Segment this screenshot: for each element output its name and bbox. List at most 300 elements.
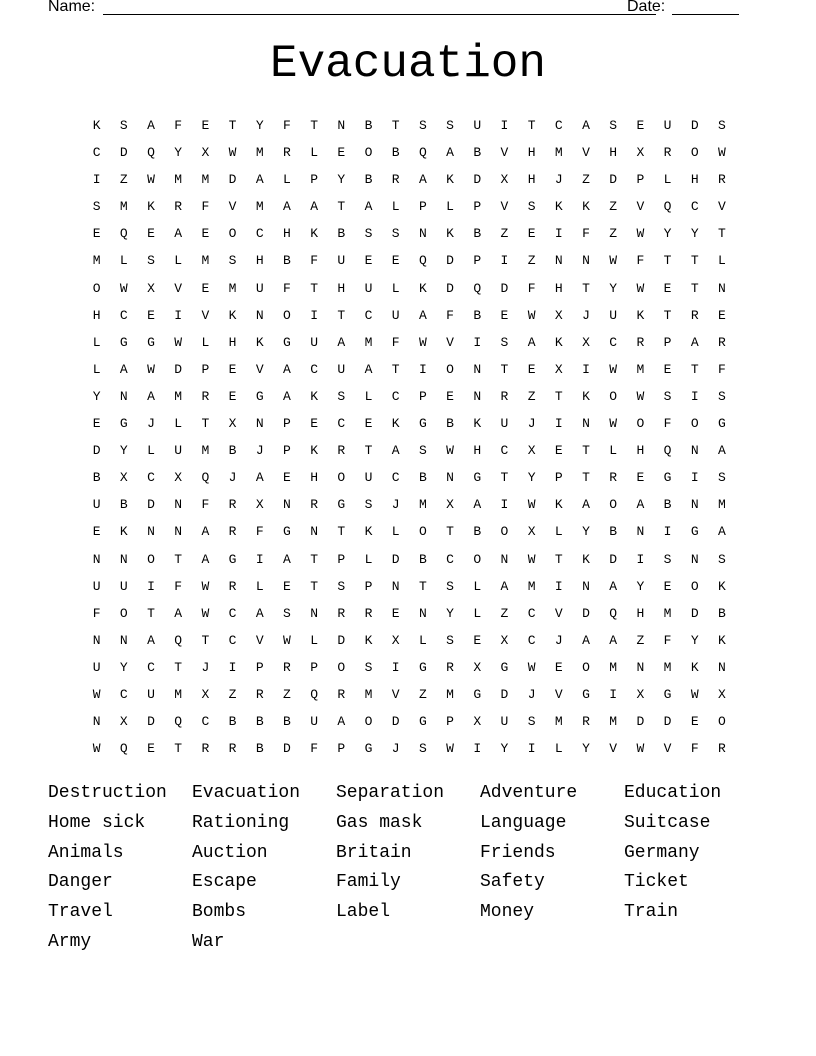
grid-letter[interactable]: O bbox=[609, 388, 618, 404]
grid-letter[interactable]: I bbox=[174, 307, 183, 323]
grid-letter[interactable]: W bbox=[174, 334, 183, 350]
grid-letter[interactable]: H bbox=[636, 443, 645, 459]
grid-letter[interactable]: U bbox=[337, 253, 346, 269]
grid-letter[interactable]: B bbox=[418, 470, 427, 486]
grid-letter[interactable]: K bbox=[554, 334, 563, 350]
grid-letter[interactable]: I bbox=[473, 741, 482, 757]
grid-letter[interactable]: T bbox=[500, 361, 509, 377]
grid-letter[interactable]: I bbox=[554, 578, 563, 594]
grid-letter[interactable]: A bbox=[418, 172, 427, 188]
grid-letter[interactable]: T bbox=[690, 361, 699, 377]
grid-letter[interactable]: V bbox=[174, 280, 183, 296]
grid-letter[interactable]: R bbox=[228, 578, 237, 594]
grid-letter[interactable]: T bbox=[663, 307, 672, 323]
grid-letter[interactable]: B bbox=[609, 524, 618, 540]
grid-letter[interactable]: K bbox=[418, 280, 427, 296]
grid-letter[interactable]: O bbox=[337, 470, 346, 486]
grid-letter[interactable]: W bbox=[147, 361, 155, 377]
grid-letter[interactable]: I bbox=[554, 416, 563, 432]
grid-letter[interactable]: I bbox=[310, 307, 318, 323]
grid-letter[interactable]: T bbox=[554, 388, 563, 404]
grid-letter[interactable]: P bbox=[337, 741, 346, 757]
grid-letter[interactable]: A bbox=[337, 714, 346, 730]
grid-letter[interactable]: T bbox=[310, 118, 318, 133]
grid-letter[interactable]: K bbox=[718, 578, 726, 594]
grid-letter[interactable]: Q bbox=[147, 145, 155, 161]
grid-letter[interactable]: O bbox=[418, 524, 427, 540]
grid-letter[interactable]: S bbox=[446, 118, 454, 133]
grid-letter[interactable]: L bbox=[283, 172, 291, 188]
grid-letter[interactable]: D bbox=[609, 172, 618, 188]
grid-letter[interactable]: L bbox=[418, 632, 427, 648]
grid-letter[interactable]: S bbox=[663, 388, 672, 404]
grid-letter[interactable]: I bbox=[500, 253, 509, 269]
grid-letter[interactable]: P bbox=[418, 199, 427, 215]
grid-letter[interactable]: T bbox=[310, 578, 318, 594]
grid-letter[interactable]: L bbox=[201, 334, 210, 350]
grid-letter[interactable]: I bbox=[147, 578, 155, 594]
grid-letter[interactable]: K bbox=[446, 226, 454, 242]
grid-letter[interactable]: U bbox=[255, 280, 264, 296]
grid-letter[interactable]: X bbox=[255, 497, 264, 513]
grid-letter[interactable]: A bbox=[201, 524, 210, 540]
grid-letter[interactable]: H bbox=[636, 605, 645, 621]
grid-letter[interactable]: R bbox=[663, 145, 672, 161]
grid-letter[interactable]: Q bbox=[418, 253, 427, 269]
grid-letter[interactable]: N bbox=[582, 416, 590, 432]
grid-letter[interactable]: O bbox=[690, 145, 699, 161]
grid-letter[interactable]: W bbox=[527, 307, 536, 323]
grid-letter[interactable]: U bbox=[500, 416, 509, 432]
grid-letter[interactable]: P bbox=[554, 470, 563, 486]
grid-letter[interactable]: F bbox=[201, 199, 210, 215]
grid-letter[interactable]: N bbox=[119, 388, 128, 404]
grid-letter[interactable]: G bbox=[119, 416, 128, 432]
grid-letter[interactable]: O bbox=[228, 226, 237, 242]
grid-letter[interactable]: V bbox=[228, 199, 237, 215]
grid-letter[interactable]: N bbox=[119, 551, 128, 567]
grid-letter[interactable]: N bbox=[92, 714, 101, 730]
grid-letter[interactable]: Q bbox=[201, 470, 210, 486]
grid-letter[interactable]: Z bbox=[527, 253, 536, 269]
grid-letter[interactable]: A bbox=[418, 307, 427, 323]
grid-letter[interactable]: E bbox=[527, 226, 536, 242]
grid-letter[interactable]: Z bbox=[609, 199, 618, 215]
grid-letter[interactable]: Q bbox=[119, 226, 128, 242]
grid-letter[interactable]: J bbox=[255, 443, 264, 459]
grid-letter[interactable]: C bbox=[554, 118, 563, 133]
grid-letter[interactable]: D bbox=[609, 551, 618, 567]
grid-letter[interactable]: T bbox=[690, 280, 699, 296]
grid-letter[interactable]: X bbox=[636, 686, 645, 702]
grid-letter[interactable]: E bbox=[718, 307, 726, 323]
grid-letter[interactable]: S bbox=[446, 578, 454, 594]
grid-letter[interactable]: N bbox=[92, 632, 101, 648]
grid-letter[interactable]: C bbox=[147, 659, 155, 675]
grid-letter[interactable]: I bbox=[473, 334, 482, 350]
grid-letter[interactable]: D bbox=[446, 253, 454, 269]
grid-letter[interactable]: W bbox=[636, 741, 645, 757]
grid-letter[interactable]: E bbox=[391, 253, 400, 269]
grid-letter[interactable]: D bbox=[92, 443, 101, 459]
grid-letter[interactable]: X bbox=[174, 470, 183, 486]
grid-letter[interactable]: O bbox=[609, 497, 618, 513]
grid-letter[interactable]: C bbox=[337, 416, 346, 432]
grid-letter[interactable]: D bbox=[446, 280, 454, 296]
grid-letter[interactable]: F bbox=[92, 605, 101, 621]
grid-letter[interactable]: T bbox=[337, 524, 346, 540]
grid-letter[interactable]: Z bbox=[527, 388, 536, 404]
grid-letter[interactable]: I bbox=[554, 226, 563, 242]
grid-letter[interactable]: K bbox=[228, 307, 237, 323]
grid-letter[interactable]: W bbox=[201, 578, 210, 594]
grid-letter[interactable]: Q bbox=[473, 280, 482, 296]
grid-letter[interactable]: W bbox=[609, 361, 618, 377]
grid-letter[interactable]: D bbox=[147, 497, 155, 513]
grid-letter[interactable]: R bbox=[364, 605, 373, 621]
grid-letter[interactable]: A bbox=[310, 199, 318, 215]
grid-letter[interactable]: N bbox=[92, 551, 101, 567]
grid-letter[interactable]: K bbox=[391, 416, 400, 432]
grid-letter[interactable]: W bbox=[609, 416, 618, 432]
grid-letter[interactable]: S bbox=[527, 714, 536, 730]
grid-letter[interactable]: Q bbox=[174, 632, 183, 648]
grid-letter[interactable]: M bbox=[554, 714, 563, 730]
grid-letter[interactable]: N bbox=[473, 388, 482, 404]
grid-letter[interactable]: V bbox=[609, 741, 618, 757]
grid-letter[interactable]: R bbox=[718, 741, 726, 757]
grid-letter[interactable]: A bbox=[690, 334, 699, 350]
grid-letter[interactable]: E bbox=[228, 361, 237, 377]
grid-letter[interactable]: A bbox=[500, 578, 509, 594]
grid-letter[interactable]: M bbox=[663, 605, 672, 621]
grid-letter[interactable]: D bbox=[690, 118, 699, 133]
grid-letter[interactable]: Q bbox=[310, 686, 318, 702]
grid-letter[interactable]: J bbox=[228, 470, 237, 486]
grid-letter[interactable]: Z bbox=[500, 226, 509, 242]
grid-letter[interactable]: Y bbox=[663, 226, 672, 242]
grid-letter[interactable]: I bbox=[609, 686, 618, 702]
grid-letter[interactable]: B bbox=[473, 307, 482, 323]
grid-letter[interactable]: C bbox=[391, 470, 400, 486]
grid-letter[interactable]: T bbox=[391, 118, 400, 133]
grid-letter[interactable]: T bbox=[582, 280, 590, 296]
grid-letter[interactable]: P bbox=[446, 714, 454, 730]
grid-letter[interactable]: S bbox=[527, 199, 536, 215]
grid-letter[interactable]: L bbox=[147, 443, 155, 459]
grid-letter[interactable]: H bbox=[527, 145, 536, 161]
grid-letter[interactable]: X bbox=[718, 686, 726, 702]
grid-letter[interactable]: I bbox=[690, 388, 699, 404]
grid-letter[interactable]: J bbox=[201, 659, 210, 675]
grid-letter[interactable]: A bbox=[527, 334, 536, 350]
grid-letter[interactable]: M bbox=[255, 199, 264, 215]
grid-letter[interactable]: C bbox=[690, 199, 699, 215]
grid-letter[interactable]: Z bbox=[228, 686, 237, 702]
grid-letter[interactable]: E bbox=[636, 470, 645, 486]
grid-letter[interactable]: Z bbox=[582, 172, 590, 188]
grid-letter[interactable]: N bbox=[174, 497, 183, 513]
grid-letter[interactable]: C bbox=[446, 551, 454, 567]
grid-letter[interactable]: R bbox=[636, 334, 645, 350]
grid-letter[interactable]: B bbox=[473, 524, 482, 540]
grid-letter[interactable]: A bbox=[718, 443, 726, 459]
grid-letter[interactable]: A bbox=[446, 145, 454, 161]
grid-letter[interactable]: U bbox=[391, 307, 400, 323]
grid-letter[interactable]: K bbox=[147, 199, 155, 215]
grid-letter[interactable]: L bbox=[255, 578, 264, 594]
grid-letter[interactable]: L bbox=[609, 443, 618, 459]
grid-letter[interactable]: N bbox=[690, 443, 699, 459]
grid-letter[interactable]: A bbox=[582, 118, 590, 133]
grid-letter[interactable]: T bbox=[690, 253, 699, 269]
grid-letter[interactable]: E bbox=[310, 416, 318, 432]
grid-letter[interactable]: K bbox=[718, 632, 726, 648]
grid-letter[interactable]: P bbox=[337, 551, 346, 567]
grid-letter[interactable]: E bbox=[147, 307, 155, 323]
grid-letter[interactable]: S bbox=[718, 118, 726, 133]
grid-letter[interactable]: V bbox=[201, 307, 210, 323]
grid-letter[interactable]: M bbox=[418, 497, 427, 513]
grid-letter[interactable]: R bbox=[255, 686, 264, 702]
grid-letter[interactable]: N bbox=[174, 524, 183, 540]
grid-letter[interactable]: X bbox=[228, 416, 237, 432]
grid-letter[interactable]: M bbox=[174, 686, 183, 702]
grid-letter[interactable]: O bbox=[446, 361, 454, 377]
grid-letter[interactable]: Y bbox=[527, 470, 536, 486]
grid-letter[interactable]: M bbox=[609, 714, 618, 730]
grid-letter[interactable]: T bbox=[364, 443, 373, 459]
grid-letter[interactable]: G bbox=[473, 686, 482, 702]
grid-letter[interactable]: A bbox=[201, 551, 210, 567]
grid-letter[interactable]: O bbox=[283, 307, 291, 323]
grid-letter[interactable]: F bbox=[174, 118, 183, 133]
grid-letter[interactable]: S bbox=[283, 605, 291, 621]
grid-letter[interactable]: Q bbox=[174, 714, 183, 730]
grid-letter[interactable]: L bbox=[473, 605, 482, 621]
grid-letter[interactable]: Y bbox=[690, 226, 699, 242]
grid-letter[interactable]: R bbox=[582, 714, 590, 730]
grid-letter[interactable]: O bbox=[500, 524, 509, 540]
grid-letter[interactable]: R bbox=[690, 307, 699, 323]
grid-letter[interactable]: G bbox=[418, 714, 427, 730]
grid-letter[interactable]: H bbox=[283, 226, 291, 242]
grid-letter[interactable]: I bbox=[418, 361, 427, 377]
grid-letter[interactable]: E bbox=[147, 741, 155, 757]
grid-letter[interactable]: N bbox=[283, 497, 291, 513]
grid-letter[interactable]: K bbox=[554, 199, 563, 215]
grid-letter[interactable]: R bbox=[283, 659, 291, 675]
grid-letter[interactable]: G bbox=[119, 334, 128, 350]
grid-letter[interactable]: D bbox=[500, 280, 509, 296]
grid-letter[interactable]: F bbox=[663, 632, 672, 648]
grid-letter[interactable]: R bbox=[337, 686, 346, 702]
grid-letter[interactable]: V bbox=[446, 334, 454, 350]
grid-letter[interactable]: T bbox=[582, 443, 590, 459]
grid-letter[interactable]: W bbox=[201, 605, 210, 621]
grid-letter[interactable]: V bbox=[255, 632, 264, 648]
grid-letter[interactable]: C bbox=[201, 714, 210, 730]
grid-letter[interactable]: O bbox=[690, 416, 699, 432]
grid-letter[interactable]: H bbox=[609, 145, 618, 161]
grid-letter[interactable]: X bbox=[500, 632, 509, 648]
grid-letter[interactable]: B bbox=[228, 443, 237, 459]
grid-letter[interactable]: N bbox=[690, 551, 699, 567]
grid-letter[interactable]: G bbox=[337, 497, 346, 513]
grid-letter[interactable]: X bbox=[119, 714, 128, 730]
grid-letter[interactable]: C bbox=[364, 307, 373, 323]
grid-letter[interactable]: K bbox=[364, 632, 373, 648]
grid-letter[interactable]: X bbox=[500, 172, 509, 188]
grid-letter[interactable]: N bbox=[582, 253, 590, 269]
grid-letter[interactable]: W bbox=[92, 686, 101, 702]
grid-letter[interactable]: E bbox=[554, 443, 563, 459]
grid-letter[interactable]: K bbox=[554, 497, 563, 513]
grid-letter[interactable]: L bbox=[310, 145, 318, 161]
grid-letter[interactable]: E bbox=[663, 578, 672, 594]
grid-letter[interactable]: E bbox=[147, 226, 155, 242]
grid-letter[interactable]: I bbox=[500, 497, 509, 513]
grid-letter[interactable]: B bbox=[283, 253, 291, 269]
grid-letter[interactable]: B bbox=[446, 416, 454, 432]
grid-letter[interactable]: A bbox=[609, 578, 618, 594]
grid-letter[interactable]: A bbox=[255, 470, 264, 486]
date-blank-line[interactable] bbox=[672, 14, 739, 15]
grid-letter[interactable]: O bbox=[364, 714, 373, 730]
grid-letter[interactable]: E bbox=[201, 118, 210, 133]
grid-letter[interactable]: F bbox=[690, 741, 699, 757]
grid-letter[interactable]: Y bbox=[92, 388, 101, 404]
grid-letter[interactable]: X bbox=[554, 361, 563, 377]
grid-letter[interactable]: E bbox=[337, 145, 346, 161]
grid-letter[interactable]: C bbox=[147, 470, 155, 486]
grid-letter[interactable]: D bbox=[391, 551, 400, 567]
grid-letter[interactable]: A bbox=[364, 199, 373, 215]
grid-letter[interactable]: R bbox=[500, 388, 509, 404]
grid-letter[interactable]: R bbox=[310, 497, 318, 513]
grid-letter[interactable]: D bbox=[119, 145, 128, 161]
grid-letter[interactable]: E bbox=[92, 416, 101, 432]
grid-letter[interactable]: E bbox=[92, 226, 101, 242]
grid-letter[interactable]: P bbox=[255, 659, 264, 675]
grid-letter[interactable]: Q bbox=[609, 605, 618, 621]
grid-letter[interactable]: S bbox=[337, 388, 346, 404]
grid-letter[interactable]: L bbox=[174, 253, 183, 269]
grid-letter[interactable]: F bbox=[663, 416, 672, 432]
grid-letter[interactable]: Z bbox=[636, 632, 645, 648]
grid-letter[interactable]: L bbox=[663, 172, 672, 188]
grid-letter[interactable]: R bbox=[228, 524, 237, 540]
grid-letter[interactable]: S bbox=[337, 578, 346, 594]
grid-letter[interactable]: E bbox=[446, 388, 454, 404]
grid-letter[interactable]: N bbox=[473, 361, 482, 377]
grid-letter[interactable]: S bbox=[364, 497, 373, 513]
grid-letter[interactable]: P bbox=[663, 334, 672, 350]
grid-letter[interactable]: E bbox=[690, 714, 699, 730]
grid-letter[interactable]: W bbox=[92, 741, 101, 757]
grid-letter[interactable]: X bbox=[527, 524, 536, 540]
grid-letter[interactable]: F bbox=[582, 226, 590, 242]
grid-letter[interactable]: F bbox=[201, 497, 210, 513]
grid-letter[interactable]: K bbox=[310, 388, 318, 404]
grid-letter[interactable]: W bbox=[636, 280, 645, 296]
grid-letter[interactable]: F bbox=[391, 334, 400, 350]
grid-letter[interactable]: R bbox=[228, 497, 237, 513]
grid-letter[interactable]: H bbox=[255, 253, 264, 269]
grid-letter[interactable]: R bbox=[609, 470, 618, 486]
grid-letter[interactable]: E bbox=[283, 578, 291, 594]
grid-letter[interactable]: G bbox=[283, 334, 291, 350]
grid-letter[interactable]: A bbox=[147, 388, 155, 404]
grid-letter[interactable]: C bbox=[228, 605, 237, 621]
grid-letter[interactable]: Z bbox=[609, 226, 618, 242]
grid-letter[interactable]: D bbox=[228, 172, 237, 188]
grid-letter[interactable]: X bbox=[391, 632, 400, 648]
grid-letter[interactable]: C bbox=[92, 145, 101, 161]
grid-letter[interactable]: U bbox=[92, 578, 101, 594]
grid-letter[interactable]: E bbox=[201, 226, 210, 242]
grid-letter[interactable]: P bbox=[310, 172, 318, 188]
grid-letter[interactable]: A bbox=[255, 172, 264, 188]
grid-letter[interactable]: Q bbox=[663, 443, 672, 459]
grid-letter[interactable]: Q bbox=[119, 741, 128, 757]
grid-letter[interactable]: M bbox=[364, 334, 373, 350]
grid-letter[interactable]: X bbox=[636, 145, 645, 161]
grid-letter[interactable]: K bbox=[636, 307, 645, 323]
grid-letter[interactable]: X bbox=[446, 497, 454, 513]
grid-letter[interactable]: L bbox=[174, 416, 183, 432]
grid-letter[interactable]: C bbox=[391, 388, 400, 404]
grid-letter[interactable]: S bbox=[663, 551, 672, 567]
grid-letter[interactable]: F bbox=[527, 280, 536, 296]
grid-letter[interactable]: A bbox=[147, 632, 155, 648]
grid-letter[interactable]: O bbox=[473, 551, 482, 567]
grid-letter[interactable]: F bbox=[310, 253, 318, 269]
grid-letter[interactable]: V bbox=[636, 199, 645, 215]
grid-letter[interactable]: L bbox=[391, 280, 400, 296]
grid-letter[interactable]: K bbox=[446, 172, 454, 188]
grid-letter[interactable]: N bbox=[147, 524, 155, 540]
grid-letter[interactable]: I bbox=[663, 524, 672, 540]
grid-letter[interactable]: M bbox=[174, 172, 183, 188]
grid-letter[interactable]: M bbox=[228, 280, 237, 296]
grid-letter[interactable]: T bbox=[337, 307, 346, 323]
grid-letter[interactable]: G bbox=[500, 659, 509, 675]
grid-letter[interactable]: Q bbox=[418, 145, 427, 161]
grid-letter[interactable]: J bbox=[554, 172, 563, 188]
grid-letter[interactable]: X bbox=[473, 659, 482, 675]
grid-letter[interactable]: X bbox=[201, 686, 210, 702]
grid-letter[interactable]: G bbox=[418, 659, 427, 675]
grid-letter[interactable]: G bbox=[582, 686, 590, 702]
grid-letter[interactable]: H bbox=[92, 307, 101, 323]
grid-letter[interactable]: P bbox=[283, 443, 291, 459]
grid-letter[interactable]: X bbox=[147, 280, 155, 296]
grid-letter[interactable]: W bbox=[147, 172, 155, 188]
grid-letter[interactable]: N bbox=[337, 118, 346, 133]
grid-letter[interactable]: W bbox=[228, 145, 237, 161]
grid-letter[interactable]: R bbox=[718, 172, 726, 188]
grid-letter[interactable]: Y bbox=[500, 741, 509, 757]
grid-letter[interactable]: B bbox=[92, 470, 101, 486]
grid-letter[interactable]: U bbox=[663, 118, 672, 133]
grid-letter[interactable]: D bbox=[663, 714, 672, 730]
grid-letter[interactable]: B bbox=[364, 118, 373, 133]
grid-letter[interactable]: J bbox=[527, 686, 536, 702]
grid-letter[interactable]: U bbox=[364, 280, 373, 296]
grid-letter[interactable]: V bbox=[718, 199, 726, 215]
grid-letter[interactable]: A bbox=[255, 605, 264, 621]
